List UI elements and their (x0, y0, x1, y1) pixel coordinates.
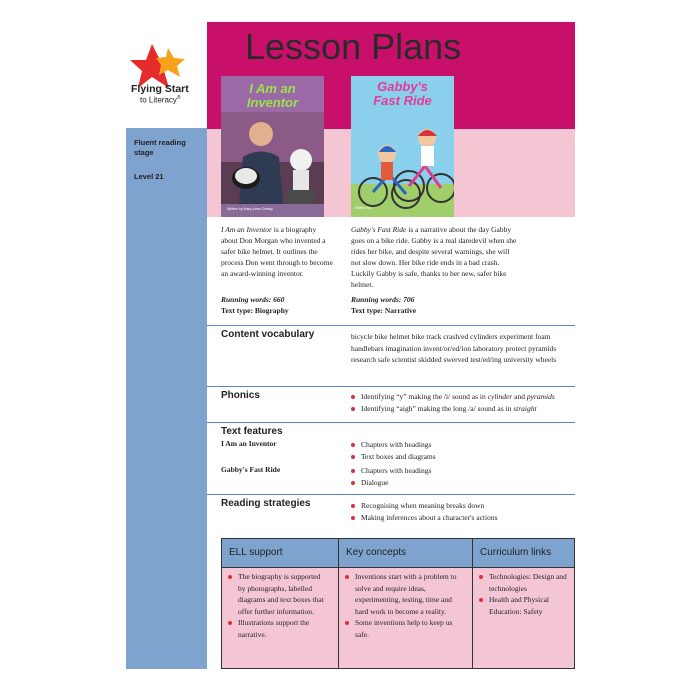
section-divider (207, 422, 575, 423)
cover-credit: Written by Mary-Anne Creasy (227, 207, 273, 211)
curriculum-links-header: Curriculum links (473, 539, 574, 567)
text-features-book1-list (351, 439, 436, 463)
cover-credit: Written by... (355, 206, 374, 210)
section-divider (207, 386, 575, 387)
list-item: Illustrations support the narrative. (228, 617, 324, 640)
logo-brand-subtitle: to Literacy® (140, 95, 181, 105)
ell-support-header: ELL support (222, 539, 338, 567)
book2-running-words: Running words: 706 (351, 295, 415, 304)
book2-title: Gabby's Fast Ride (351, 225, 407, 234)
list-item: Dialogue (351, 477, 431, 489)
book-cover-gabbys-fast-ride (351, 76, 454, 217)
section-divider (207, 325, 575, 326)
cyclists-illustration-icon (351, 112, 454, 217)
phonics-list (351, 391, 555, 415)
cover-title-line1: Gabby's (377, 79, 428, 94)
reading-strategies-heading: Reading strategies (221, 498, 311, 509)
reading-strategies-list (351, 500, 498, 524)
table-divider (472, 539, 473, 668)
book1-description (221, 224, 333, 279)
book1-title: I Am an Inventor (221, 225, 272, 234)
support-table (221, 538, 575, 669)
list-item: Text boxes and diagrams (351, 451, 436, 463)
book-cover-i-am-an-inventor (221, 76, 324, 217)
key-concepts-header: Key concepts (339, 539, 472, 567)
reading-stage-label: Fluent reading stage (134, 138, 186, 157)
text-features-book1-label: I Am an Inventor (221, 439, 277, 448)
cover-title-line1: I Am an (249, 81, 296, 96)
list-item: Chapters with headings (351, 465, 431, 477)
phonics-heading: Phonics (221, 390, 260, 401)
list-item: The biography is supported by photographs, labelled diagrams and text boxes that offer further information. (228, 571, 324, 617)
list-item: Identifying “aigh” making the long /a/ sound as in straight (351, 403, 555, 415)
page-title: Lesson Plans (245, 26, 462, 67)
cover-title-line2: Fast Ride (373, 93, 432, 108)
curriculum-links-cell (473, 567, 574, 668)
level-label: Level 21 (134, 172, 164, 181)
logo-brand-name: Flying Start (131, 83, 189, 95)
list-item: Inventions start with a problem to solve and require ideas, experimenting, testing, time and hard work to become a reality. (345, 571, 467, 617)
content-vocabulary-list: bicycle bike helmet bike track crash/ed cylinders experiment foam handlebars imagination invent/or/ed/ion laboratory protect pyramids research safe scientist skidded swerved test/ed/ing university wheels (351, 332, 557, 364)
book2-description-text: is a narrative about the day Gabby goes on a bike ride. Gabby is a real daredevil when she rides her bike, and despite several warnings, she will not slow down. Her bike ride ends in a bad crash. Luckily Gabby is safe, thanks to her new, safer bike helmet. (351, 225, 517, 289)
book1-running-words: Running words: 660 (221, 295, 285, 304)
book1-description-text: is a biography about Don Morgan who invented a safer bike helmet. It outlines the process Don went through to become an award-winning inventor. (221, 225, 333, 278)
list-item: Some inventions help to keep us safe. (345, 617, 467, 640)
list-item: Identifying “y” making the /i/ sound as in cylinder and pyramids (351, 391, 555, 403)
text-features-book2-label: Gabby's Fast Ride (221, 465, 281, 474)
section-divider (207, 494, 575, 495)
text-features-heading: Text features (221, 426, 283, 437)
book2-description (351, 224, 517, 290)
book1-text-type: Text type: Biography (221, 306, 289, 315)
key-concepts-cell (339, 567, 472, 668)
book2-text-type: Text type: Narrative (351, 306, 417, 315)
content-vocabulary-heading: Content vocabulary (221, 329, 315, 340)
list-item: Recognising when meaning breaks down (351, 500, 498, 512)
sidebar (126, 128, 207, 669)
list-item: Technologies: Design and technologies (479, 571, 569, 594)
ell-support-cell (222, 567, 338, 668)
table-divider (222, 567, 574, 568)
text-features-book2-list (351, 465, 431, 489)
cover-title-line2: Inventor (246, 95, 299, 110)
table-divider (338, 539, 339, 668)
list-item: Health and Physical Education: Safety (479, 594, 569, 617)
inventor-photo-icon (221, 112, 324, 204)
list-item: Making inferences about a character's actions (351, 512, 498, 524)
list-item: Chapters with headings (351, 439, 436, 451)
